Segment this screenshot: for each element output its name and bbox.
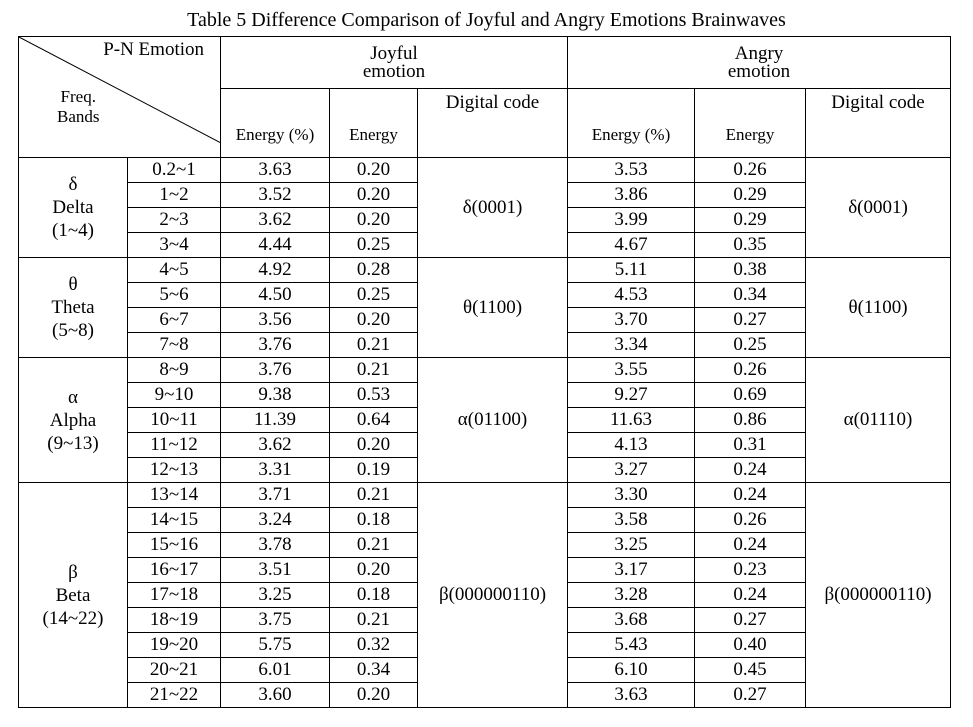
freq-cell: 5~6	[128, 283, 221, 308]
joyful-energy-pct-cell: 3.63	[221, 158, 330, 183]
angry-energy-cell: 0.26	[695, 158, 806, 183]
joyful-energy-cell: 0.20	[330, 433, 418, 458]
band-name: Theta	[51, 297, 95, 318]
joyful-energy-cell: 0.64	[330, 408, 418, 433]
angry-energy-cell: 0.26	[695, 358, 806, 383]
angry-energy-cell: 0.24	[695, 458, 806, 483]
joyful-energy-cell: 0.18	[330, 583, 418, 608]
joyful-energy-pct-cell: 4.92	[221, 258, 330, 283]
angry-energy-cell: 0.31	[695, 433, 806, 458]
joyful-energy-pct-cell: 3.51	[221, 558, 330, 583]
angry-energy-pct-cell: 3.25	[568, 533, 695, 558]
joyful-energy-cell: 0.18	[330, 508, 418, 533]
joyful-energy-cell: 0.21	[330, 533, 418, 558]
joyful-digital-code-header: Digital code	[418, 89, 568, 158]
angry-energy-cell: 0.69	[695, 383, 806, 408]
joyful-energy-cell: 0.53	[330, 383, 418, 408]
joyful-energy-cell: 0.32	[330, 633, 418, 658]
angry-digital-code-cell: δ(0001)	[806, 158, 951, 258]
header-corner-cell	[19, 37, 221, 158]
angry-digital-code-cell: α(01110)	[806, 358, 951, 483]
joyful-energy-pct-cell: 3.76	[221, 358, 330, 383]
angry-energy-pct-cell: 4.67	[568, 233, 695, 258]
joyful-energy-pct-cell: 3.78	[221, 533, 330, 558]
joyful-energy-cell: 0.20	[330, 208, 418, 233]
band-symbol: θ	[68, 274, 78, 295]
joyful-energy-header: Energy	[330, 89, 418, 158]
angry-energy-cell: 0.24	[695, 583, 806, 608]
angry-energy-pct-cell: 11.63	[568, 408, 695, 433]
band-name: Alpha	[49, 409, 97, 431]
angry-digital-code-cell: β(000000110)	[806, 483, 951, 708]
table-row	[19, 158, 951, 183]
freq-cell: 13~14	[128, 483, 221, 508]
freq-cell: 11~12	[128, 433, 221, 458]
angry-energy-pct-cell: 5.43	[568, 633, 695, 658]
joyful-energy-pct-cell: 4.44	[221, 233, 330, 258]
joyful-energy-cell: 0.20	[330, 183, 418, 208]
angry-energy-cell: 0.45	[695, 658, 806, 683]
freq-cell: 3~4	[128, 233, 221, 258]
band-range: (9~13)	[47, 432, 99, 454]
freq-cell: 19~20	[128, 633, 221, 658]
joyful-energy-cell: 0.21	[330, 483, 418, 508]
angry-energy-cell: 0.86	[695, 408, 806, 433]
freq-cell: 21~22	[128, 683, 221, 708]
freq-label: Freq.	[60, 87, 96, 106]
joyful-emotion-header	[221, 37, 568, 89]
table-row	[19, 483, 951, 508]
joyful-energy-cell: 0.25	[330, 233, 418, 258]
joyful-energy-cell: 0.21	[330, 333, 418, 358]
freq-cell: 7~8	[128, 333, 221, 358]
band-symbol: β	[68, 561, 78, 583]
angry-energy-pct-cell: 3.17	[568, 558, 695, 583]
joyful-energy-pct-cell: 6.01	[221, 658, 330, 683]
joyful-energy-pct-cell: 11.39	[221, 408, 330, 433]
joyful-energy-pct-cell: 3.56	[221, 308, 330, 333]
angry-energy-cell: 0.27	[695, 308, 806, 333]
angry-energy-cell: 0.24	[695, 533, 806, 558]
band-name-cell	[19, 358, 128, 483]
freq-cell: 20~21	[128, 658, 221, 683]
angry-energy-pct-cell: 3.55	[568, 358, 695, 383]
freq-cell: 10~11	[128, 408, 221, 433]
angry-digital-code-cell: θ(1100)	[806, 258, 951, 358]
angry-energy-pct-cell: 3.68	[568, 608, 695, 633]
angry-energy-cell: 0.25	[695, 333, 806, 358]
joyful-energy-cell: 0.20	[330, 558, 418, 583]
angry-energy-pct-cell: 4.13	[568, 433, 695, 458]
joyful-energy-cell: 0.21	[330, 358, 418, 383]
angry-energy-pct-cell: 6.10	[568, 658, 695, 683]
band-range: (1~4)	[52, 220, 94, 241]
angry-energy-pct-cell: 3.63	[568, 683, 695, 708]
angry-energy-cell: 0.23	[695, 558, 806, 583]
angry-energy-cell: 0.27	[695, 683, 806, 708]
joyful-energy-cell: 0.20	[330, 308, 418, 333]
freq-bands-label	[57, 87, 100, 127]
joyful-energy-cell: 0.20	[330, 158, 418, 183]
angry-energy-cell: 0.24	[695, 483, 806, 508]
freq-cell: 4~5	[128, 258, 221, 283]
joyful-energy-cell: 0.20	[330, 683, 418, 708]
angry-energy-header: Energy	[695, 89, 806, 158]
freq-cell: 8~9	[128, 358, 221, 383]
angry-label: Angry	[734, 42, 784, 64]
angry-energy-cell: 0.26	[695, 508, 806, 533]
joyful-energy-pct-cell: 3.62	[221, 208, 330, 233]
joyful-energy-pct-cell: 3.71	[221, 483, 330, 508]
angry-energy-pct-cell: 3.34	[568, 333, 695, 358]
angry-energy-cell: 0.27	[695, 608, 806, 633]
freq-cell: 2~3	[128, 208, 221, 233]
angry-energy-cell: 0.38	[695, 258, 806, 283]
angry-energy-cell: 0.40	[695, 633, 806, 658]
freq-cell: 16~17	[128, 558, 221, 583]
band-range: (5~8)	[52, 320, 94, 341]
angry-energy-cell: 0.34	[695, 283, 806, 308]
angry-energy-pct-cell: 3.28	[568, 583, 695, 608]
joyful-energy-pct-cell: 9.38	[221, 383, 330, 408]
table-row	[19, 358, 951, 383]
joyful-energy-pct-cell: 3.25	[221, 583, 330, 608]
band-name-cell	[19, 483, 128, 708]
band-name: Beta	[55, 584, 91, 606]
angry-energy-pct-cell: 3.99	[568, 208, 695, 233]
joyful-digital-code-cell: θ(1100)	[418, 258, 568, 358]
angry-energy-pct-cell: 9.27	[568, 383, 695, 408]
joyful-energy-pct-cell: 3.31	[221, 458, 330, 483]
angry-energy-cell: 0.35	[695, 233, 806, 258]
angry-energy-pct-cell: 3.86	[568, 183, 695, 208]
joyful-energy-pct-cell: 5.75	[221, 633, 330, 658]
freq-cell: 6~7	[128, 308, 221, 333]
joyful-energy-cell: 0.19	[330, 458, 418, 483]
joyful-energy-pct-cell: 3.60	[221, 683, 330, 708]
angry-energy-pct-cell: 3.30	[568, 483, 695, 508]
joyful-energy-cell: 0.34	[330, 658, 418, 683]
joyful-energy-cell: 0.25	[330, 283, 418, 308]
freq-cell: 9~10	[128, 383, 221, 408]
angry-energy-pct-cell: 3.53	[568, 158, 695, 183]
joyful-digital-code-cell: β(000000110)	[418, 483, 568, 708]
joyful-energy-pct-cell: 3.62	[221, 433, 330, 458]
angry-energy-pct-cell: 3.70	[568, 308, 695, 333]
band-range: (14~22)	[42, 607, 104, 629]
joyful-energy-cell: 0.28	[330, 258, 418, 283]
freq-cell: 15~16	[128, 533, 221, 558]
joyful-energy-pct-cell: 3.52	[221, 183, 330, 208]
brainwave-table	[18, 36, 951, 708]
angry-energy-pct-cell: 5.11	[568, 258, 695, 283]
joyful-energy-pct-cell: 4.50	[221, 283, 330, 308]
joyful-label: Joyful	[370, 42, 418, 64]
angry-energy-cell: 0.29	[695, 208, 806, 233]
band-symbol: α	[68, 386, 78, 408]
angry-digital-code-header: Digital code	[806, 89, 951, 158]
angry-emotion-header	[568, 37, 951, 89]
joyful-energy-pct-header: Energy (%)	[221, 89, 330, 158]
joyful-digital-code-cell: α(01100)	[418, 358, 568, 483]
angry-energy-pct-cell: 3.27	[568, 458, 695, 483]
angry-energy-pct-cell: 3.58	[568, 508, 695, 533]
freq-cell: 12~13	[128, 458, 221, 483]
freq-cell: 1~2	[128, 183, 221, 208]
angry-energy-pct-cell: 4.53	[568, 283, 695, 308]
joyful-energy-pct-cell: 3.24	[221, 508, 330, 533]
angry-energy-pct-header: Energy (%)	[568, 89, 695, 158]
band-name-cell	[19, 258, 128, 358]
joyful-digital-code-cell: δ(0001)	[418, 158, 568, 258]
table-row	[19, 258, 951, 283]
bands-label: Bands	[57, 107, 100, 126]
angry-energy-cell: 0.29	[695, 183, 806, 208]
p-n-emotion-label: P-N Emotion	[103, 39, 204, 60]
band-name-cell	[19, 158, 128, 258]
freq-cell: 18~19	[128, 608, 221, 633]
joyful-energy-pct-cell: 3.75	[221, 608, 330, 633]
band-symbol: δ	[68, 174, 78, 195]
freq-cell: 14~15	[128, 508, 221, 533]
joyful-energy-pct-cell: 3.76	[221, 333, 330, 358]
freq-cell: 0.2~1	[128, 158, 221, 183]
angry-emotion-label: emotion	[727, 60, 791, 82]
table-caption: Table 5 Difference Comparison of Joyful and Angry Emotions Brainwaves	[187, 9, 786, 31]
joyful-emotion-label: emotion	[362, 60, 426, 82]
band-name: Delta	[52, 197, 94, 218]
joyful-energy-cell: 0.21	[330, 608, 418, 633]
freq-cell: 17~18	[128, 583, 221, 608]
